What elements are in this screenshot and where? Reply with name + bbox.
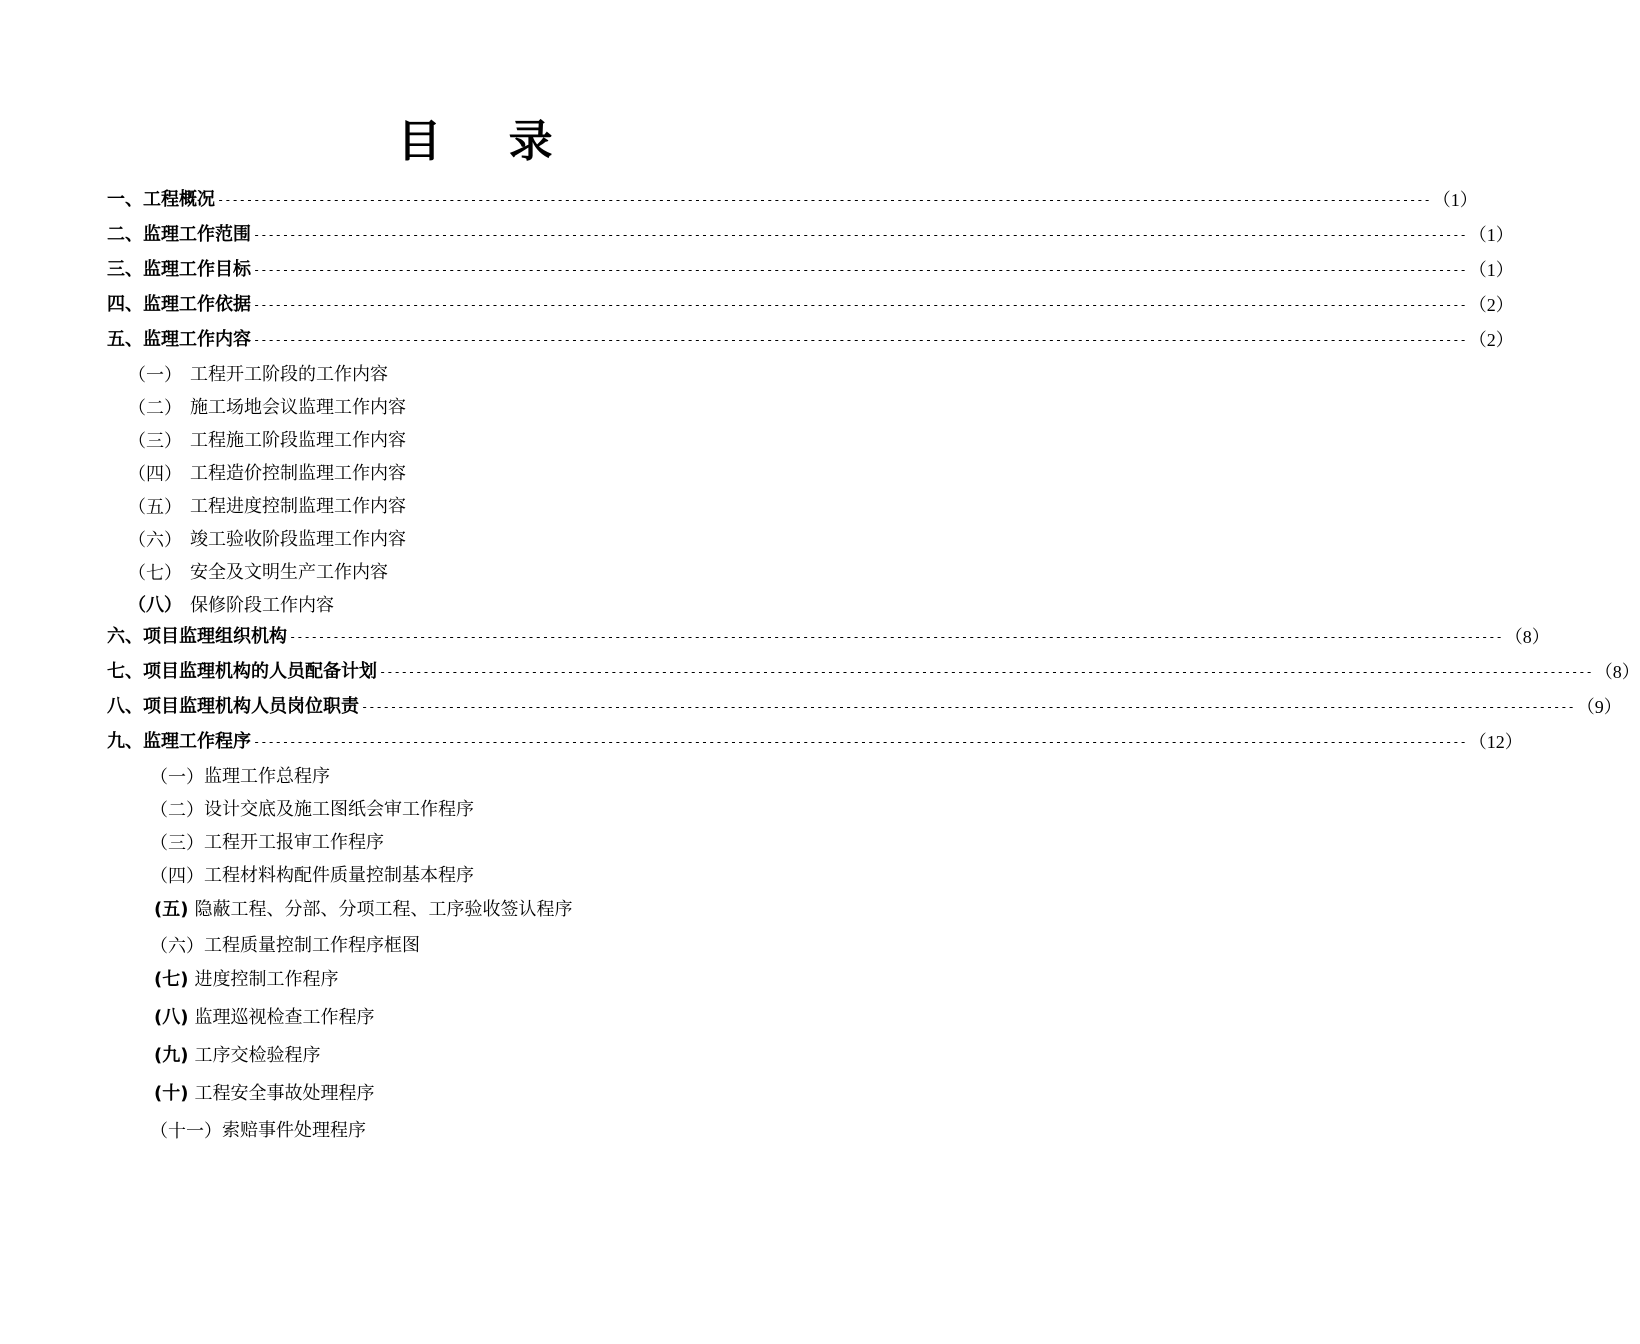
toc-entry-page: （9） bbox=[1576, 697, 1622, 717]
toc-subentry-label: 工程进度控制监理工作内容 bbox=[190, 496, 406, 517]
toc-entry-page: （1） bbox=[1432, 190, 1478, 210]
toc-subentry-label: 工程材料构配件质量控制基本程序 bbox=[204, 865, 474, 886]
toc-subentry-number: （六） bbox=[128, 530, 182, 550]
dot-leader: ------------------------------------------------------------------------------------------------------------------------------------------------------------------------ bbox=[289, 630, 1503, 644]
toc-subentry-number: （五） bbox=[128, 497, 182, 517]
toc-entry-9[interactable] bbox=[107, 727, 1523, 757]
toc-subentry-5-2[interactable] bbox=[128, 393, 406, 423]
toc-subentry-9-3[interactable] bbox=[150, 828, 384, 858]
toc-subentry-label: 工程造价控制监理工作内容 bbox=[190, 463, 406, 484]
toc-subentry-number: （七） bbox=[128, 563, 182, 583]
toc-subentry-5-8[interactable] bbox=[128, 591, 334, 621]
toc-subentry-number: （三） bbox=[128, 431, 182, 451]
dot-leader: ------------------------------------------------------------------------------------------------------------------------------------------------------------------------ bbox=[379, 665, 1593, 679]
toc-entry-label: 七、项目监理机构的人员配备计划 bbox=[107, 661, 377, 682]
toc-subentry-number: (九) bbox=[154, 1045, 189, 1066]
page-title: 目 录 bbox=[397, 116, 579, 167]
toc-entry-page: （2） bbox=[1468, 295, 1514, 315]
dot-leader: ------------------------------------------------------------------------------------------------------------------------------------------------------------------------ bbox=[253, 298, 1467, 312]
toc-subentry-label: 监理巡视检查工作程序 bbox=[194, 1007, 375, 1028]
toc-subentry-label: 工程质量控制工作程序框图 bbox=[204, 935, 420, 956]
toc-subentry-label: 工序交检验程序 bbox=[194, 1045, 321, 1066]
toc-entry-page: （1） bbox=[1468, 260, 1514, 280]
toc-entry-label: 一、工程概况 bbox=[107, 189, 215, 210]
toc-subentry-5-6[interactable] bbox=[128, 525, 406, 555]
toc-entry-page: （1） bbox=[1468, 225, 1514, 245]
toc-subentry-label: 设计交底及施工图纸会审工作程序 bbox=[204, 799, 474, 820]
toc-subentry-number: （四） bbox=[150, 866, 204, 886]
toc-entry-6[interactable] bbox=[107, 622, 1550, 652]
dot-leader: ------------------------------------------------------------------------------------------------------------------------------------------------------------------------ bbox=[217, 193, 1431, 207]
toc-subentry-number: （一） bbox=[150, 767, 204, 787]
toc-subentry-number: （二） bbox=[150, 800, 204, 820]
toc-entry-label: 四、监理工作依据 bbox=[107, 294, 251, 315]
toc-entry-5[interactable] bbox=[107, 325, 1514, 355]
toc-subentry-number: (五) bbox=[154, 899, 189, 920]
toc-subentry-5-4[interactable] bbox=[128, 459, 406, 489]
toc-entry-label: 九、监理工作程序 bbox=[107, 731, 251, 752]
toc-entry-8[interactable] bbox=[107, 692, 1622, 722]
toc-entry-label: 三、监理工作目标 bbox=[107, 259, 251, 280]
toc-subentry-label: 工程开工报审工作程序 bbox=[204, 832, 384, 853]
toc-subentry-9-10[interactable] bbox=[154, 1079, 374, 1109]
toc-entry-7[interactable] bbox=[107, 657, 1640, 687]
toc-subentry-number: （六） bbox=[150, 936, 204, 956]
dot-leader: ------------------------------------------------------------------------------------------------------------------------------------------------------------------------ bbox=[253, 735, 1467, 749]
toc-subentry-number: (八) bbox=[154, 1007, 189, 1028]
toc-subentry-label: 隐蔽工程、分部、分项工程、工序验收签认程序 bbox=[194, 899, 573, 920]
toc-entry-page: （8） bbox=[1594, 662, 1640, 682]
dot-leader: ------------------------------------------------------------------------------------------------------------------------------------------------------------------------ bbox=[253, 263, 1467, 277]
toc-subentry-9-4[interactable] bbox=[150, 861, 474, 891]
toc-entry-3[interactable] bbox=[107, 255, 1514, 285]
toc-subentry-label: 索赔事件处理程序 bbox=[222, 1120, 366, 1141]
toc-subentry-number: （八） bbox=[128, 595, 182, 616]
toc-entry-2[interactable] bbox=[107, 220, 1514, 250]
dot-leader: ------------------------------------------------------------------------------------------------------------------------------------------------------------------------ bbox=[253, 333, 1467, 347]
toc-subentry-number: (七) bbox=[154, 969, 189, 990]
toc-entry-label: 五、监理工作内容 bbox=[107, 329, 251, 350]
toc-entry-label: 八、项目监理机构人员岗位职责 bbox=[107, 696, 359, 717]
toc-subentry-9-11[interactable] bbox=[150, 1116, 366, 1146]
toc-subentry-number: （一） bbox=[128, 365, 182, 385]
toc-subentry-9-5[interactable] bbox=[154, 895, 572, 925]
toc-subentry-9-8[interactable] bbox=[154, 1003, 374, 1033]
dot-leader: ------------------------------------------------------------------------------------------------------------------------------------------------------------------------ bbox=[253, 228, 1467, 242]
toc-subentry-label: 工程开工阶段的工作内容 bbox=[190, 364, 388, 385]
toc-subentry-label: 竣工验收阶段监理工作内容 bbox=[190, 529, 406, 550]
toc-entry-label: 二、监理工作范围 bbox=[107, 224, 251, 245]
toc-subentry-number: （十一） bbox=[150, 1121, 222, 1141]
toc-subentry-9-7[interactable] bbox=[154, 965, 338, 995]
toc-subentry-label: 监理工作总程序 bbox=[204, 766, 330, 787]
toc-subentry-label: 施工场地会议监理工作内容 bbox=[190, 397, 406, 418]
toc-subentry-number: （三） bbox=[150, 833, 204, 853]
toc-entry-label: 六、项目监理组织机构 bbox=[107, 626, 287, 647]
toc-subentry-9-6[interactable] bbox=[150, 931, 420, 961]
toc-subentry-label: 工程施工阶段监理工作内容 bbox=[190, 430, 406, 451]
toc-subentry-label: 工程安全事故处理程序 bbox=[194, 1083, 375, 1104]
dot-leader: ------------------------------------------------------------------------------------------------------------------------------------------------------------------------ bbox=[361, 700, 1575, 714]
toc-entry-page: （2） bbox=[1468, 330, 1514, 350]
toc-subentry-9-2[interactable] bbox=[150, 795, 474, 825]
toc-subentry-number: （二） bbox=[128, 398, 182, 418]
toc-subentry-label: 进度控制工作程序 bbox=[194, 969, 339, 990]
toc-subentry-5-5[interactable] bbox=[128, 492, 406, 522]
toc-subentry-9-9[interactable] bbox=[154, 1041, 320, 1071]
toc-subentry-number: (十) bbox=[154, 1083, 189, 1104]
toc-subentry-9-1[interactable] bbox=[150, 762, 330, 792]
toc-subentry-label: 保修阶段工作内容 bbox=[190, 595, 334, 616]
toc-subentry-5-1[interactable] bbox=[128, 360, 388, 390]
toc-subentry-5-3[interactable] bbox=[128, 426, 406, 456]
toc-entry-page: （12） bbox=[1468, 732, 1523, 752]
toc-entry-page: （8） bbox=[1504, 627, 1550, 647]
toc-subentry-number: （四） bbox=[128, 464, 182, 484]
toc-subentry-label: 安全及文明生产工作内容 bbox=[190, 562, 388, 583]
toc-entry-1[interactable] bbox=[107, 185, 1478, 215]
toc-entry-4[interactable] bbox=[107, 290, 1514, 320]
toc-subentry-5-7[interactable] bbox=[128, 558, 388, 588]
